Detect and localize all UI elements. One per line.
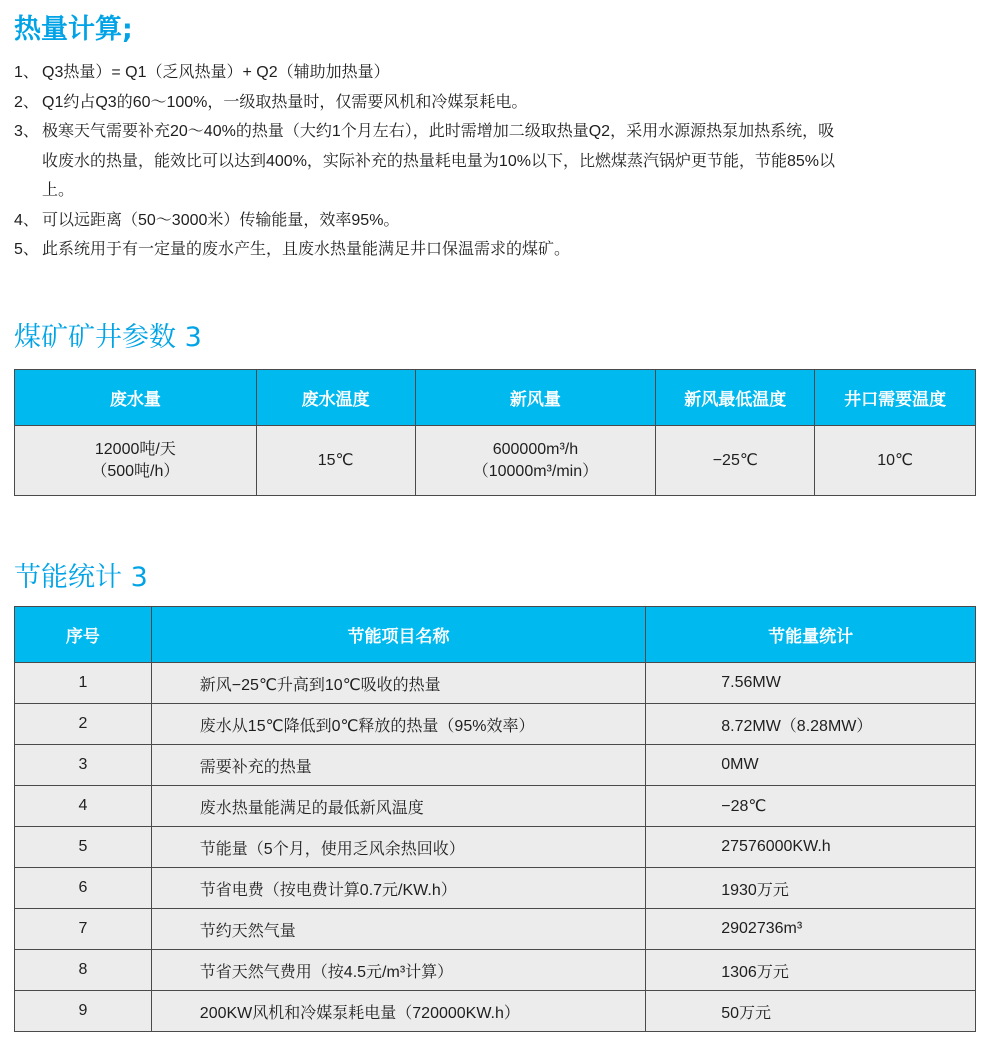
- table-header-row: [15, 607, 976, 663]
- cell-fresh-air-min-temp: [656, 426, 815, 496]
- list-item-number: 4、: [14, 211, 39, 229]
- cell-saving-amount: −28℃: [646, 786, 976, 827]
- table-row: [15, 663, 976, 704]
- cell-serial-no: 8: [15, 950, 152, 991]
- cell-line: 600000m³/h: [492, 440, 579, 458]
- mine-params-table: [14, 369, 976, 496]
- cell-serial-no: 2: [15, 704, 152, 745]
- cell-item-name: 节省天然气费用（按4.5元/m³计算）: [151, 950, 645, 991]
- cell-item-name: 节约天然气量: [151, 909, 645, 950]
- list-item: [14, 235, 914, 265]
- cell-wellhead-required-temp: [815, 426, 976, 496]
- list-item-number: 2、: [14, 93, 39, 111]
- header-wastewater-volume: 废水量: [15, 370, 257, 426]
- cell-saving-amount: 50万元: [646, 991, 976, 1032]
- cell-line: −25℃: [712, 451, 758, 469]
- cell-item-name: 200KW风机和冷媒泵耗电量（720000KW.h）: [151, 991, 645, 1032]
- cell-line: 15℃: [317, 451, 354, 469]
- list-item-text: 可以远距离（50～3000米）传输能量，效率95%。: [42, 211, 400, 229]
- header-wastewater-temp: 废水温度: [256, 370, 415, 426]
- cell-saving-amount: 8.72MW（8.28MW）: [646, 704, 976, 745]
- cell-line: 10℃: [877, 451, 913, 469]
- cell-serial-no: 9: [15, 991, 152, 1032]
- cell-saving-amount: 2902736m³: [646, 909, 976, 950]
- heat-calc-list: [14, 58, 914, 265]
- table-row: [15, 426, 976, 496]
- list-item: [14, 58, 914, 88]
- cell-item-name: 废水热量能满足的最低新风温度: [151, 786, 645, 827]
- cell-line: （500吨/h）: [91, 462, 180, 480]
- list-item-number: 3、: [14, 123, 39, 140]
- cell-wastewater-volume: [15, 426, 257, 496]
- cell-line: 12000吨/天: [94, 440, 176, 458]
- cell-item-name: 新风−25℃升高到10℃吸收的热量: [151, 663, 645, 704]
- cell-item-name: 节能量（5个月，使用乏风余热回收）: [151, 827, 645, 868]
- energy-saving-title: 节能统计 3: [14, 562, 148, 593]
- energy-saving-table: [14, 606, 976, 1032]
- header-serial-no: 序号: [15, 607, 152, 663]
- cell-line: （10000m³/min）: [472, 462, 599, 480]
- cell-item-name: 废水从15℃降低到0℃释放的热量（95%效率）: [151, 704, 645, 745]
- list-item-number: 5、: [14, 241, 39, 258]
- table-row: [15, 950, 976, 991]
- list-item-text: Q1约占Q3的60～100%，一级取热量时，仅需要风机和冷媒泵耗电。: [42, 93, 528, 111]
- cell-serial-no: 5: [15, 827, 152, 868]
- table-row: [15, 827, 976, 868]
- table-header-row: [15, 370, 976, 426]
- cell-serial-no: 3: [15, 745, 152, 786]
- mine-params-title: 煤矿矿井参数 3: [14, 322, 202, 353]
- list-item-number: 1、: [14, 64, 39, 81]
- cell-saving-amount: 7.56MW: [646, 663, 976, 704]
- list-item: [14, 206, 914, 236]
- header-fresh-air-min-temp: 新风最低温度: [656, 370, 815, 426]
- cell-serial-no: 6: [15, 868, 152, 909]
- list-item-text: 极寒天气需要补充20～40%的热量（大约1个月左右），此时需增加二级取热量Q2，采用水源源热泵加热系统，吸收废水的热量，能效比可以达到400%，实际补充的热量耗电量为10%以下，比燃煤蒸汽锅炉更节能，节能85%以上。: [42, 123, 835, 199]
- table-row: [15, 745, 976, 786]
- table-row: [15, 991, 976, 1032]
- cell-serial-no: 4: [15, 786, 152, 827]
- table-row: [15, 704, 976, 745]
- list-item-text: 此系统用于有一定量的废水产生，且废水热量能满足井口保温需求的煤矿。: [42, 241, 571, 258]
- header-saving-amount: 节能量统计: [646, 607, 976, 663]
- cell-saving-amount: 27576000KW.h: [646, 827, 976, 868]
- cell-wastewater-temp: [256, 426, 415, 496]
- cell-item-name: 需要补充的热量: [151, 745, 645, 786]
- cell-fresh-air-volume: [415, 426, 656, 496]
- cell-saving-amount: 0MW: [646, 745, 976, 786]
- header-fresh-air-volume: 新风量: [415, 370, 656, 426]
- table-row: [15, 786, 976, 827]
- cell-saving-amount: 1306万元: [646, 950, 976, 991]
- heat-calc-title: 热量计算;: [14, 14, 133, 45]
- header-item-name: 节能项目名称: [151, 607, 645, 663]
- cell-serial-no: 7: [15, 909, 152, 950]
- cell-serial-no: 1: [15, 663, 152, 704]
- table-row: [15, 868, 976, 909]
- header-wellhead-required-temp: 井口需要温度: [815, 370, 976, 426]
- list-item-text: Q3热量）= Q1（乏风热量）+ Q2（辅助加热量）: [42, 64, 390, 81]
- list-item: [14, 88, 914, 118]
- table-row: [15, 909, 976, 950]
- list-item: [14, 117, 842, 206]
- cell-item-name: 节省电费（按电费计算0.7元/KW.h）: [151, 868, 645, 909]
- cell-saving-amount: 1930万元: [646, 868, 976, 909]
